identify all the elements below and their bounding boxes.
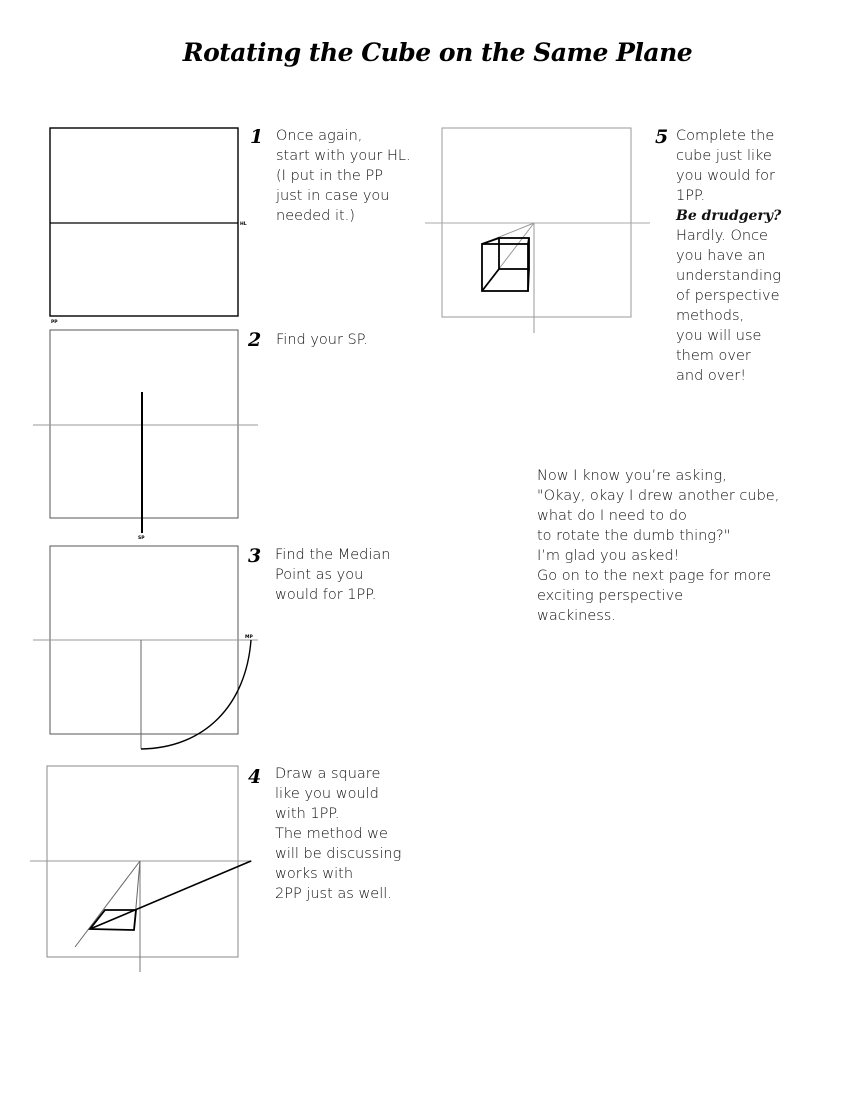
step-5-line: methods, bbox=[676, 308, 745, 324]
step-5-line: them over bbox=[676, 348, 751, 364]
step-1-line: needed it.) bbox=[276, 208, 355, 224]
step-2-text bbox=[276, 330, 368, 350]
closing-line: what do I need to do bbox=[537, 508, 687, 524]
step-4-text bbox=[275, 764, 401, 904]
step-4-line: like you would bbox=[275, 786, 379, 802]
diagram-3-median-arc bbox=[141, 640, 251, 749]
step-4-line: Draw a square bbox=[275, 766, 381, 782]
step-5-line: understanding bbox=[676, 268, 781, 284]
diagram-4-guide-line-left bbox=[75, 861, 140, 947]
diagram-2-sp-label: SP bbox=[138, 536, 145, 541]
closing-line: "Okay, okay I drew another cube, bbox=[537, 488, 780, 504]
page-title: Rotating the Cube on the Same Plane bbox=[182, 38, 693, 67]
diagram-1-hl-label: HL bbox=[240, 222, 247, 227]
closing-paragraph bbox=[537, 466, 779, 626]
step-2-line: Find your SP. bbox=[276, 332, 368, 348]
step-1-line: (I put in the PP bbox=[276, 168, 383, 184]
closing-line: to rotate the dumb thing?" bbox=[537, 528, 731, 544]
step-1-line: start with your HL. bbox=[276, 148, 411, 164]
step-1-number: 1 bbox=[250, 126, 264, 148]
closing-line: Go on to the next page for more bbox=[537, 568, 772, 584]
step-4-line: with 1PP. bbox=[275, 806, 340, 822]
step-5-text bbox=[676, 126, 781, 386]
step-5-line: you would for bbox=[676, 168, 775, 184]
step-5-line: Complete the bbox=[676, 128, 775, 144]
step-1-text bbox=[276, 126, 411, 226]
step-4-line: The method we bbox=[275, 826, 388, 842]
step-5-line: you have an bbox=[676, 248, 766, 264]
step-4-line: will be discussing bbox=[275, 846, 402, 862]
diagram-3-mp-label: MP bbox=[245, 635, 253, 640]
step-4-line: works with bbox=[275, 866, 354, 882]
step-5-line: of perspective bbox=[676, 288, 780, 304]
step-5-line: Hardly. Once bbox=[676, 228, 768, 244]
step-3-text bbox=[275, 545, 390, 605]
step-4-number: 4 bbox=[248, 766, 262, 788]
diagram-5-cube bbox=[482, 238, 529, 291]
step-5-line: cube just like bbox=[676, 148, 772, 164]
step-5-line: and over! bbox=[676, 368, 747, 384]
step-2-number: 2 bbox=[248, 329, 262, 351]
step-3-number: 3 bbox=[248, 545, 262, 567]
step-3-line: would for 1PP. bbox=[275, 587, 377, 603]
step-5-line: you will use bbox=[676, 328, 762, 344]
step-1-line: just in case you bbox=[276, 188, 390, 204]
step-4-line: 2PP just as well. bbox=[275, 886, 392, 902]
closing-line: exciting perspective bbox=[537, 588, 684, 604]
step-1-line: Once again, bbox=[276, 128, 363, 144]
closing-line: wackiness. bbox=[537, 608, 616, 624]
step-5-emphasis: Be drudgery? bbox=[676, 208, 782, 224]
closing-line: Now I know you’re asking, bbox=[537, 468, 727, 484]
diagram-1-pp-label: PP bbox=[51, 320, 58, 325]
diagram-1-frame bbox=[50, 128, 238, 316]
step-3-line: Find the Median bbox=[275, 547, 391, 563]
step-5-line: 1PP. bbox=[676, 188, 706, 204]
closing-line: I’m glad you asked! bbox=[537, 548, 680, 564]
step-5-number: 5 bbox=[655, 126, 669, 148]
step-3-line: Point as you bbox=[275, 567, 364, 583]
diagram-2-frame bbox=[50, 330, 238, 518]
